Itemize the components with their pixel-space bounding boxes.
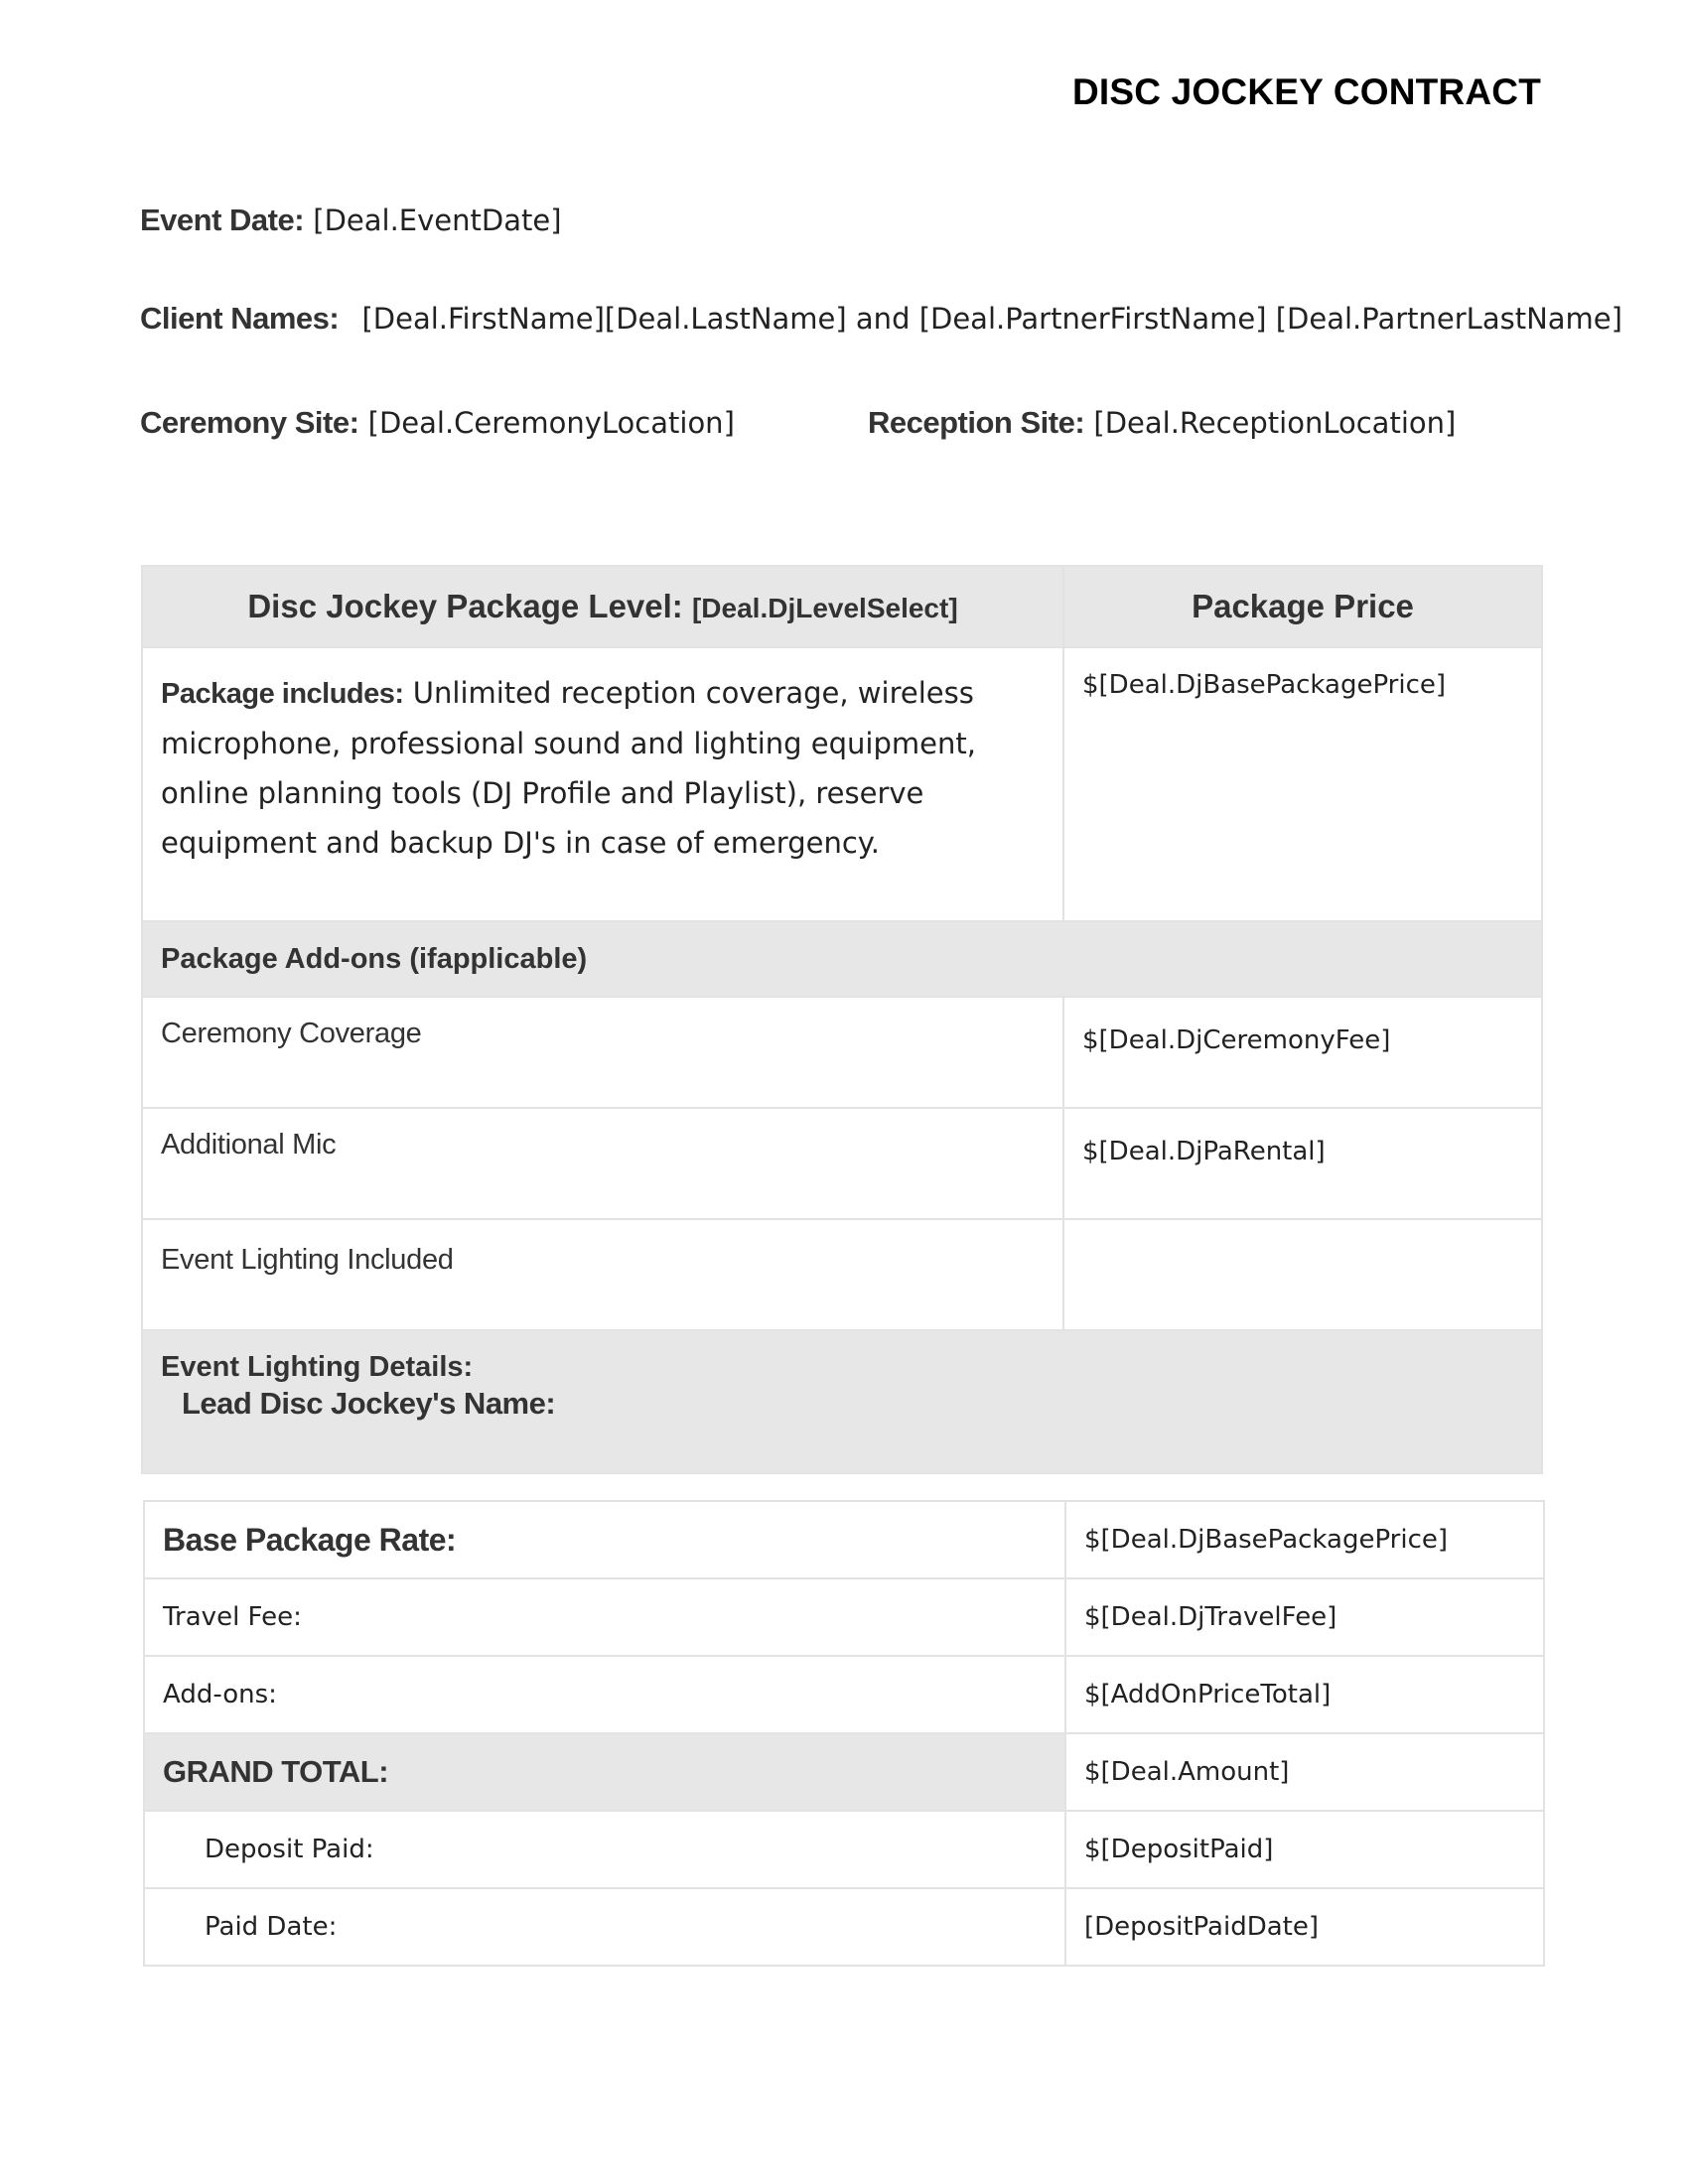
package-includes-text: Unlimited reception coverage, wireless microphone, professional sound and lighting equipment, online planning tools (DJ Profile and Playlist), reserve equipment and backup DJ's in case of emergency.: [161, 676, 976, 860]
lead-dj-label: Lead Disc Jockey's Name:: [182, 1386, 556, 1421]
addon-price: $[Deal.DjPaRental]: [1063, 1108, 1542, 1219]
paid-date-label: Paid Date:: [144, 1888, 1065, 1966]
grand-total-row: [144, 1733, 1544, 1811]
addon-row: [142, 997, 1542, 1108]
totals-row: [144, 1656, 1544, 1733]
ceremony-site-field: [140, 405, 735, 441]
totals-value: $[Deal.DjBasePackagePrice]: [1065, 1501, 1544, 1578]
reception-site-value: [Deal.ReceptionLocation]: [1093, 406, 1457, 440]
grand-total-value: $[Deal.Amount]: [1065, 1733, 1544, 1811]
addon-price: $[Deal.DjCeremonyFee]: [1063, 997, 1542, 1108]
totals-value: $[Deal.DjTravelFee]: [1065, 1578, 1544, 1656]
reception-site-label: Reception Site:: [868, 405, 1085, 440]
package-header-row: [142, 566, 1542, 647]
base-package-price: $[Deal.DjBasePackagePrice]: [1063, 647, 1542, 921]
addon-name: Ceremony Coverage: [142, 997, 1063, 1108]
totals-label: Base Package Rate:: [144, 1501, 1065, 1578]
addons-header: Package Add-ons (ifapplicable): [142, 921, 1542, 997]
totals-value: $[AddOnPriceTotal]: [1065, 1656, 1544, 1733]
totals-label: Add-ons:: [144, 1656, 1065, 1733]
totals-row: [144, 1888, 1544, 1966]
addon-row: [142, 1219, 1542, 1330]
ceremony-site-value: [Deal.CeremonyLocation]: [367, 406, 735, 440]
totals-table: [143, 1500, 1545, 1967]
event-date-value: [Deal.EventDate]: [313, 204, 562, 237]
package-price-header: Package Price: [1063, 566, 1542, 647]
event-date-field: [140, 203, 562, 238]
addon-price: [1063, 1219, 1542, 1330]
package-includes-row: [142, 647, 1542, 921]
reception-site-field: [868, 405, 1456, 441]
totals-row: [144, 1811, 1544, 1888]
package-level-header: [142, 566, 1063, 647]
event-date-label: Event Date:: [140, 203, 305, 237]
deposit-paid-value: $[DepositPaid]: [1065, 1811, 1544, 1888]
grand-total-label: GRAND TOTAL:: [144, 1733, 1065, 1811]
addon-row: [142, 1108, 1542, 1219]
paid-date-value: [DepositPaidDate]: [1065, 1888, 1544, 1966]
client-names-label: Client Names:: [140, 301, 340, 336]
addons-header-row: [142, 921, 1542, 997]
totals-row: [144, 1578, 1544, 1656]
package-level-value: [Deal.DjLevelSelect]: [691, 593, 958, 623]
ceremony-site-label: Ceremony Site:: [140, 405, 359, 440]
client-names-field: [140, 301, 1622, 337]
package-includes-cell: [142, 647, 1063, 921]
package-includes-label: Package includes:: [161, 678, 404, 710]
lighting-details-label: Event Lighting Details:: [142, 1330, 1542, 1473]
package-level-label: Disc Jockey Package Level:: [247, 588, 683, 624]
contract-title: DISC JOCKEY CONTRACT: [1071, 71, 1541, 112]
totals-row: [144, 1501, 1544, 1578]
package-table: [141, 565, 1543, 1474]
deposit-paid-label: Deposit Paid:: [144, 1811, 1065, 1888]
totals-label: Travel Fee:: [144, 1578, 1065, 1656]
client-names-value: [Deal.FirstName][Deal.LastName] and [Deal.PartnerFirstName] [Deal.PartnerLastName]: [361, 302, 1622, 336]
addon-name: Additional Mic: [142, 1108, 1063, 1219]
addon-name: Event Lighting Included: [142, 1219, 1063, 1330]
